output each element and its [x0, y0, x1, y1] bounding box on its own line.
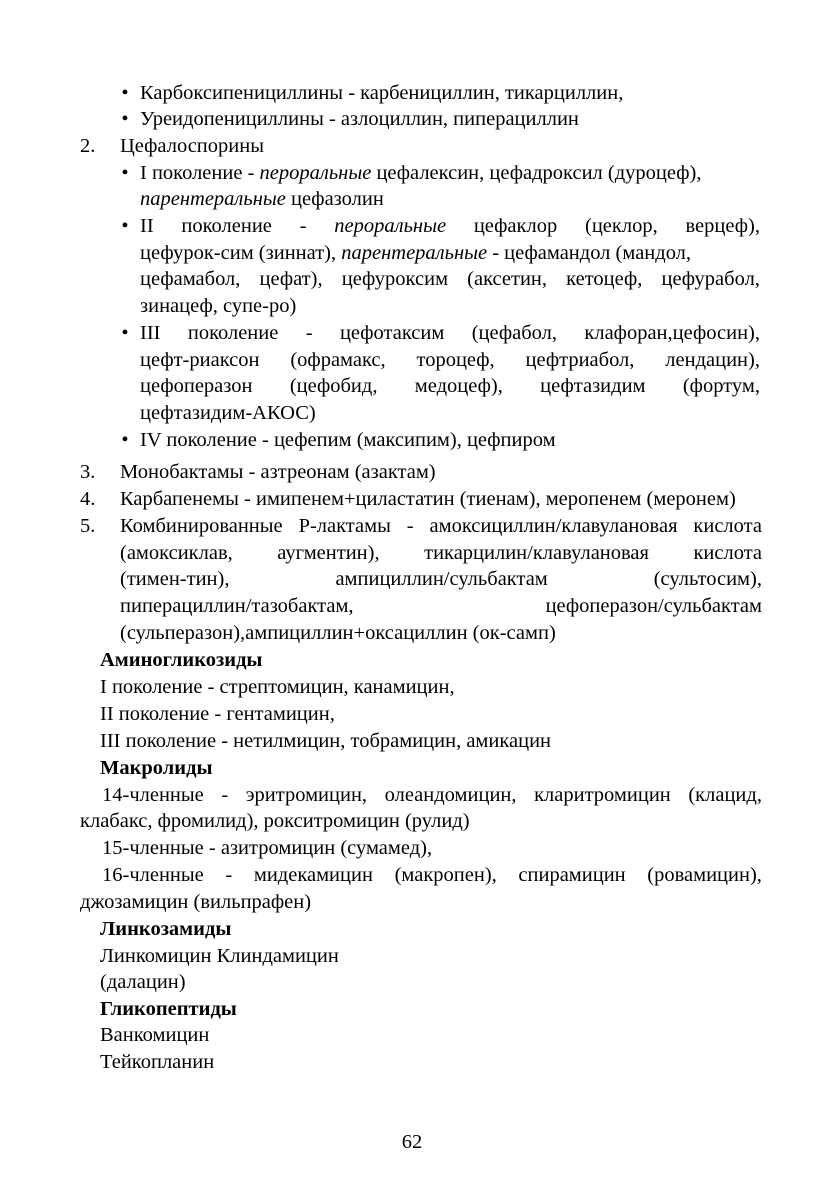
gen2-text: цефурок-сим (зиннат),: [140, 242, 342, 264]
aminoglycosides-heading: Аминогликозиды: [100, 649, 263, 671]
bullet-icon: •: [121, 215, 129, 237]
gen2-paren-label: парентеральные: [341, 242, 488, 264]
gen2-word: -: [299, 215, 307, 237]
gen2-word: верцеф),: [685, 215, 760, 237]
gen2-word: II: [140, 215, 154, 237]
gen2-line-2: [140, 240, 691, 267]
gen3-word: (цефобид,: [289, 375, 378, 397]
gen3-word: III: [140, 322, 161, 344]
macrolides-word: (ровамицин),: [647, 864, 762, 886]
lincosamides-heading: Линкозамиды: [100, 918, 232, 940]
gen1-line-2: [140, 186, 384, 213]
gen3-word: (цефабол,: [471, 322, 557, 344]
ureidopenicillins-line: Уреидопенициллины - азлоциллин, пиперациллин: [140, 108, 579, 130]
combined-word: -: [406, 515, 414, 537]
macrolides-heading: Макролиды: [100, 757, 213, 779]
gen3-word: (офрамакс,: [290, 349, 386, 371]
aminoglycosides-line-1: I поколение - стрептомицин, канамицин,: [100, 676, 455, 698]
gen3-word: тороцеф,: [416, 349, 495, 371]
list-number-4: 4.: [80, 488, 96, 510]
gen1-paren-label: парентеральные: [140, 188, 286, 210]
gen2-word: цефаклор: [473, 215, 558, 237]
glycopeptides-line-2: Тейкопланин: [100, 1051, 215, 1073]
gen3-word: клафоран,цефосин),: [584, 322, 760, 344]
combined-word: амоксициллин/клавулановая: [429, 515, 678, 537]
combined-word: ампициллин/сульбактам: [335, 568, 548, 590]
gen3-word: лендацин),: [665, 349, 760, 371]
macrolides-para-3-line-1: [102, 862, 762, 889]
gen1-oral-label: пероральные: [259, 162, 372, 184]
list-number-5: 5.: [80, 515, 96, 537]
combined-line-2: [120, 540, 762, 567]
gen2-text: - цефамандол (мандол,: [487, 242, 692, 264]
gen3-word: цефотаксим: [339, 322, 445, 344]
lincosamides-line-1: Линкомицин Клиндамицин: [100, 945, 339, 967]
macrolides-word: 14-членные: [102, 784, 204, 806]
gen2-word: (аксетин,: [467, 268, 548, 290]
combined-word: (сультосим),: [653, 568, 762, 590]
monobactams-line: Монобактамы - азтреонам (азактам): [120, 461, 436, 483]
gen1-oral-rest: цефалексин, цефадроксил (дуроцеф),: [371, 162, 702, 184]
combined-word: пиперациллин/тазобактам,: [120, 595, 354, 617]
gen2-word: поколение: [181, 215, 272, 237]
bullet-icon: •: [121, 82, 129, 104]
gen2-word: цефамабол,: [140, 268, 241, 290]
combined-line-1: [120, 513, 762, 540]
combined-word: цефоперазон/сульбактам: [545, 595, 762, 617]
carboxypenicillins-line: Карбоксипенициллины - карбенициллин, тикарциллин,: [140, 82, 624, 104]
gen3-word: (фортум,: [682, 375, 760, 397]
gen1-lead: I поколение -: [140, 162, 260, 184]
cephalosporins-title: Цефалоспорины: [120, 135, 264, 157]
gen3-word: цефоперазон: [140, 375, 253, 397]
aminoglycosides-line-2: II поколение - гентамицин,: [100, 703, 335, 725]
combined-word: Р-лактамы: [298, 515, 391, 537]
macrolides-word: -: [221, 784, 229, 806]
gen1-paren-rest: цефазолин: [285, 188, 384, 210]
glycopeptides-line-1: Ванкомицин: [100, 1024, 210, 1046]
gen3-line-3: [140, 373, 760, 400]
gen3-word: цефтазидим: [540, 375, 646, 397]
combined-word: Комбинированные: [120, 515, 283, 537]
gen2-line-4: зинацеф, супе-ро): [140, 295, 297, 317]
combined-word: кислота: [693, 542, 762, 564]
gen2-word: цефурабол,: [661, 268, 760, 290]
combined-word: (амоксиклав,: [120, 542, 233, 564]
bullet-icon: •: [121, 322, 129, 344]
gen2-line-3: [140, 266, 760, 293]
gen3-word: цефт-риаксон: [140, 349, 260, 371]
page-number: 62: [401, 1131, 423, 1153]
macrolides-word: -: [225, 864, 233, 886]
gen2-word: цефуроксим: [341, 268, 449, 290]
gen2-oral-label: пероральные: [334, 215, 447, 237]
gen2-word: цефат),: [259, 268, 323, 290]
gen1-line-1: [140, 160, 760, 187]
bullet-icon: •: [121, 108, 129, 130]
macrolides-word: 16-членные: [102, 864, 204, 886]
macrolides-word: спирамицин: [518, 864, 626, 886]
combined-word: аугментин),: [277, 542, 380, 564]
gen4-line: IV поколение - цефепим (максипим), цефпиром: [140, 429, 556, 451]
gen3-line-2: [140, 347, 760, 374]
gen3-line-1: [140, 320, 760, 347]
macrolides-word: кларитромицин: [534, 784, 671, 806]
gen2-word: (цеклор,: [585, 215, 658, 237]
macrolides-para-3-line-2: джозамицин (вильпрафен): [80, 891, 312, 913]
macrolides-word: (клацид,: [688, 784, 762, 806]
macrolides-para-1-line-1: [102, 782, 762, 809]
combined-word: тикарцилин/клавулановая: [424, 542, 649, 564]
macrolides-word: (макропен),: [394, 864, 497, 886]
lincosamides-line-2: (далацин): [100, 971, 186, 993]
carbapenems-line: Карбапенемы - имипенем+циластатин (тиенам), меропенем (меронем): [120, 488, 736, 510]
glycopeptides-heading: Гликопептиды: [100, 998, 237, 1020]
macrolides-para-2: 15-членные - азитромицин (сумамед),: [102, 837, 433, 859]
macrolides-para-1-line-2: клабакс, фромилид), рокситромицин (рулид): [80, 810, 470, 832]
macrolides-word: мидекамицин: [253, 864, 373, 886]
gen3-line-4: цефтазидим-АКОС): [140, 402, 316, 424]
combined-word: кислота: [693, 515, 762, 537]
combined-line-5: (сульперазон),ампициллин+оксациллин (ок-самп): [120, 622, 556, 644]
gen3-word: цефтриабол,: [525, 349, 635, 371]
combined-line-3: [120, 566, 762, 593]
gen3-word: поколение: [187, 322, 279, 344]
combined-word: (тимен-тин),: [120, 568, 230, 590]
aminoglycosides-line-3: III поколение - нетилмицин, тобрамицин, амикацин: [100, 730, 552, 752]
list-number-3: 3.: [80, 461, 96, 483]
list-number-2: 2.: [80, 135, 96, 157]
macrolides-word: олеандомицин,: [384, 784, 517, 806]
combined-line-4: [120, 593, 762, 620]
gen3-word: медоцеф),: [414, 375, 503, 397]
gen3-word: -: [305, 322, 313, 344]
bullet-icon: •: [121, 162, 129, 184]
macrolides-word: эритромицин,: [245, 784, 368, 806]
gen2-line-1: [140, 213, 760, 240]
gen2-word: кетоцеф,: [566, 268, 643, 290]
bullet-icon: •: [121, 429, 129, 451]
